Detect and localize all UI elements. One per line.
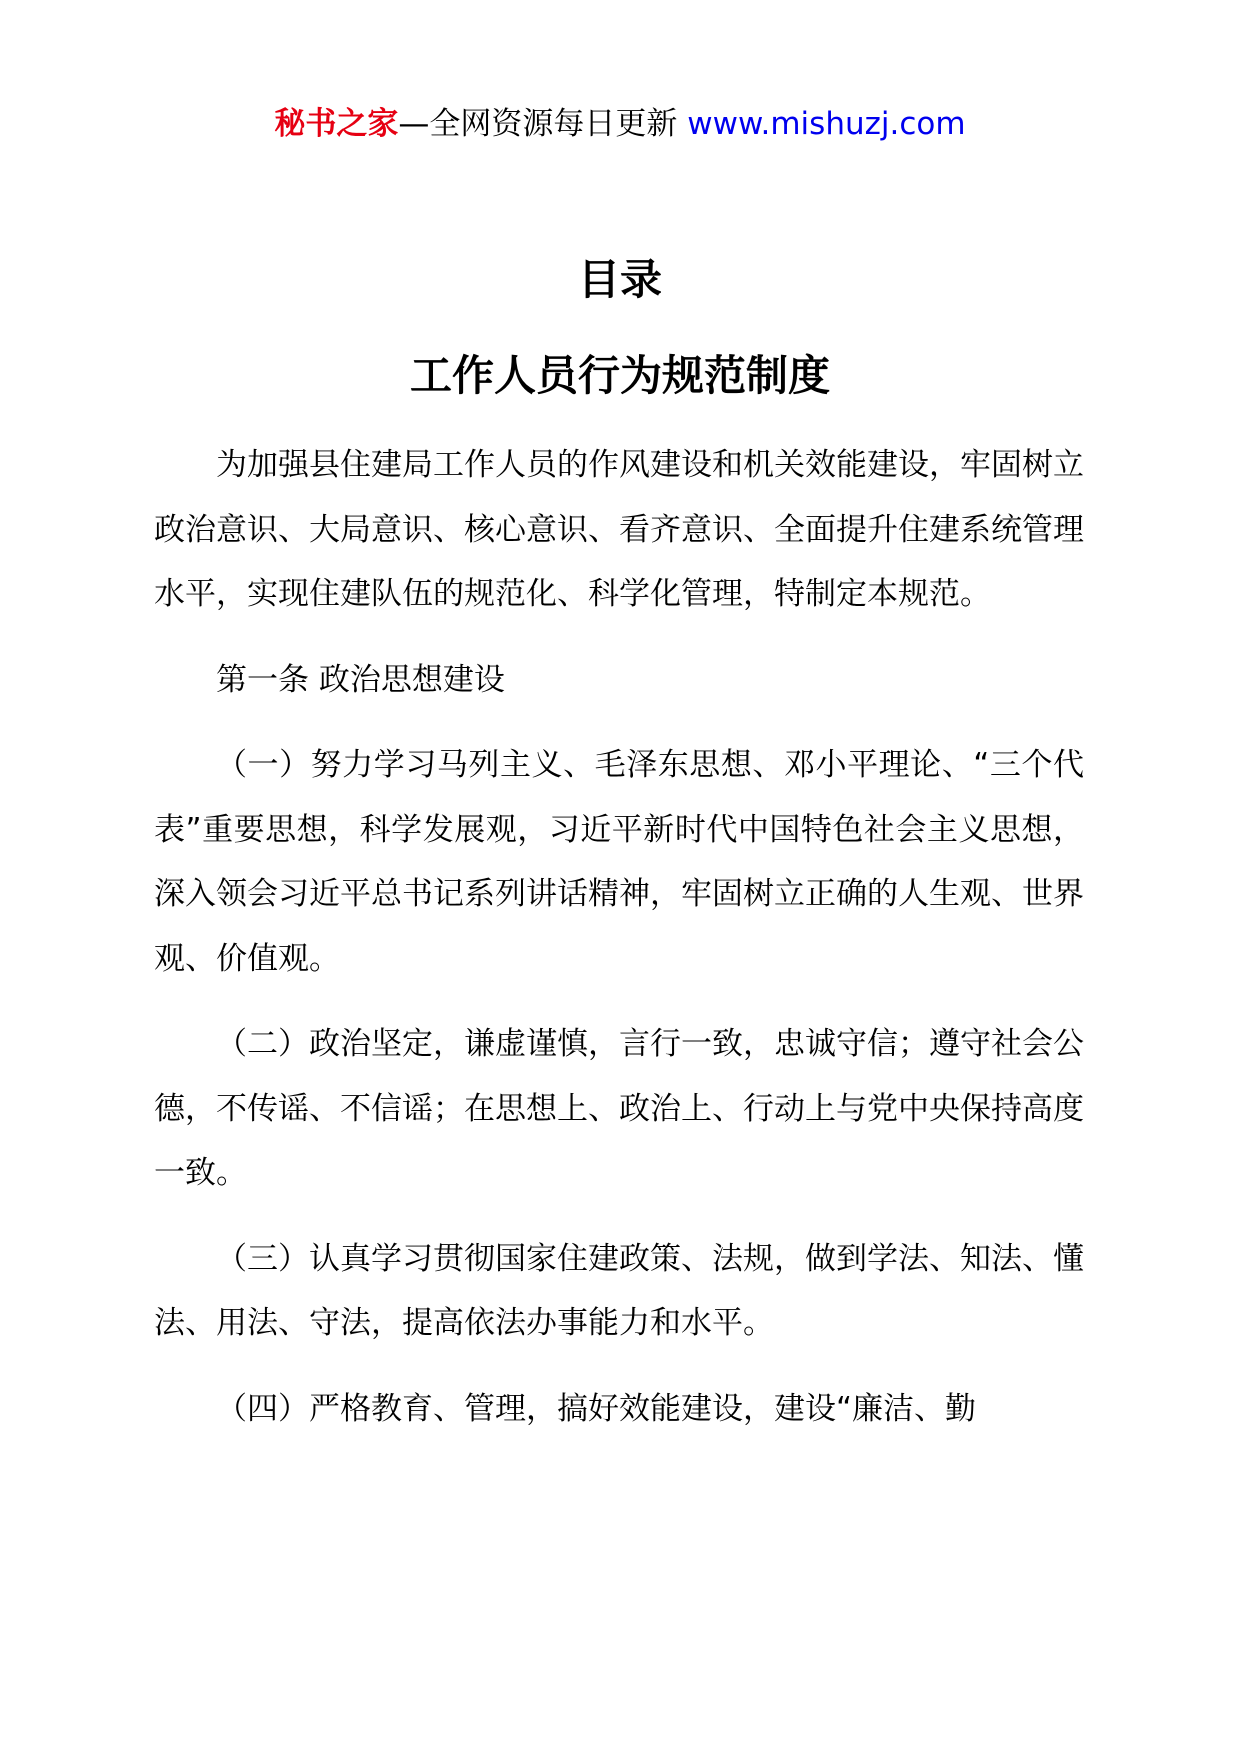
header-tagline: 全网资源每日更新 — [429, 106, 678, 142]
document-title: 目录 — [577, 255, 662, 304]
site-header — [0, 100, 1240, 148]
clause-paragraph: （四）严格教育、管理，搞好效能建设，建设“廉洁、勤 — [216, 1390, 977, 1427]
header-dash: — — [398, 106, 430, 142]
clause-paragraph: （三）认真学习贯彻国家住建政策、法规，做到学法、知法、懂法、用法、守法，提高依法办事能力和水平。 — [154, 1240, 1084, 1341]
document-subtitle: 工作人员行为规范制度 — [409, 351, 830, 400]
site-url-link[interactable]: www.mishuzj.com — [687, 106, 966, 142]
document-body — [154, 433, 1084, 1462]
article-heading: 第一条 政治思想建设 — [216, 661, 505, 698]
intro-paragraph: 为加强县住建局工作人员的作风建设和机关效能建设，牢固树立政治意识、大局意识、核心意识、看齐意识、全面提升住建系统管理水平，实现住建队伍的规范化、科学化管理，特制定本规范。 — [154, 447, 1084, 612]
clause-paragraph: （一）努力学习马列主义、毛泽东思想、邓小平理论、“三个代表”重要思想，科学发展观，习近平新时代中国特色社会主义思想，深入领会习近平总书记系列讲话精神，牢固树立正确的人生观、世界观、价值观。 — [154, 747, 1084, 977]
clause-paragraph: （二）政治坚定，谦虚谨慎，言行一致，忠诚守信；遵守社会公德，不传谣、不信谣；在思想上、政治上、行动上与党中央保持高度一致。 — [154, 1026, 1084, 1191]
brand-name: 秘书之家 — [274, 106, 399, 142]
